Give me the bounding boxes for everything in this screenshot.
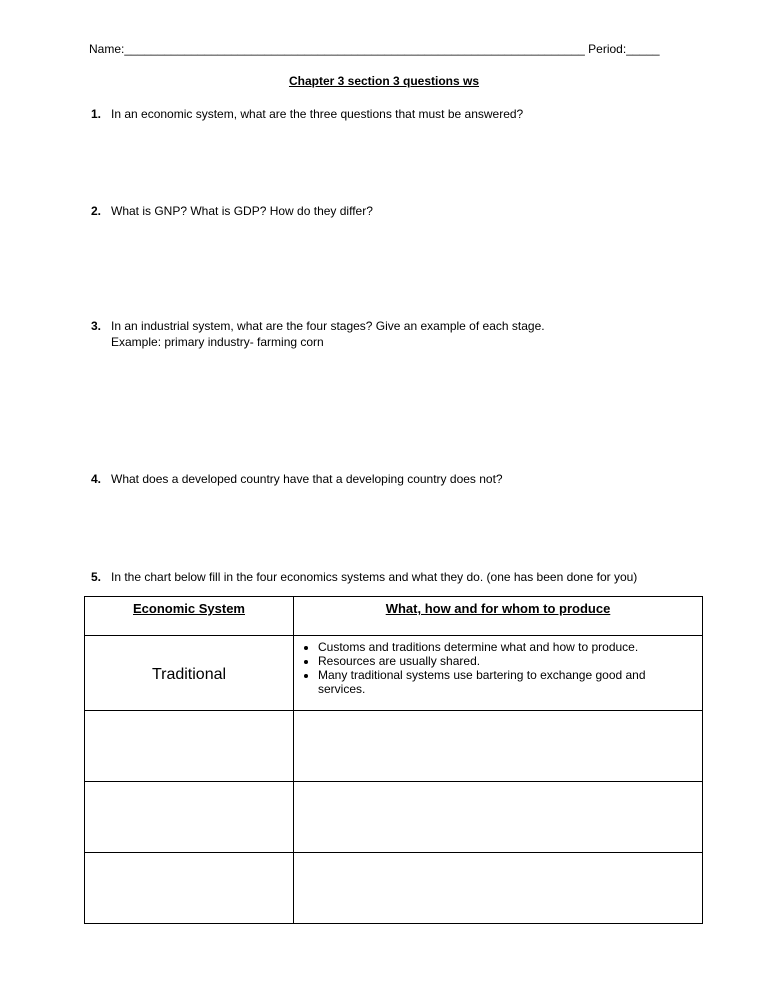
description-cell-blank[interactable] [294,782,703,853]
question-number: 2. [91,204,102,218]
system-cell-blank[interactable] [85,853,294,924]
table-row [85,636,703,711]
question-4 [91,471,711,487]
table-row [85,782,703,853]
question-text: In the chart below fill in the four economics systems and what they do. (one has been done for you) [111,570,638,584]
question-number: 4. [91,472,102,486]
description-cell-blank[interactable] [294,853,703,924]
description-cell [294,636,703,711]
header-what-how-whom: What, how and for whom to produce [294,597,703,636]
question-number: 3. [91,319,102,333]
worksheet-title: Chapter 3 section 3 questions ws [288,74,480,88]
table-row [85,711,703,782]
question-2 [91,203,711,219]
table-row [85,853,703,924]
description-list [294,636,702,696]
question-example: Example: primary industry- farming corn [111,335,324,349]
list-item: • Resources are usually shared. [318,654,696,668]
question-number: 1. [91,107,102,121]
system-cell: Traditional [85,636,294,711]
name-period-line[interactable]: Name:_____________________________________________________________________ Period:_____ [89,42,660,56]
system-cell-blank[interactable] [85,711,294,782]
table-header-row [85,597,703,636]
question-5 [91,569,711,585]
question-3 [91,318,711,350]
question-number: 5. [91,570,102,584]
list-item: • Customs and traditions determine what and how to produce. [318,640,696,654]
header-economic-system: Economic System [85,597,294,636]
economic-systems-table [84,596,703,924]
list-item: • Many traditional systems use bartering to exchange good and services. [318,668,696,696]
question-text: In an industrial system, what are the four stages? Give an example of each stage. [111,319,545,333]
question-1 [91,106,711,122]
question-text: In an economic system, what are the three questions that must be answered? [111,107,524,121]
description-cell-blank[interactable] [294,711,703,782]
system-cell-blank[interactable] [85,782,294,853]
question-text: What is GNP? What is GDP? How do they differ? [111,204,373,218]
question-text: What does a developed country have that a developing country does not? [111,472,503,486]
